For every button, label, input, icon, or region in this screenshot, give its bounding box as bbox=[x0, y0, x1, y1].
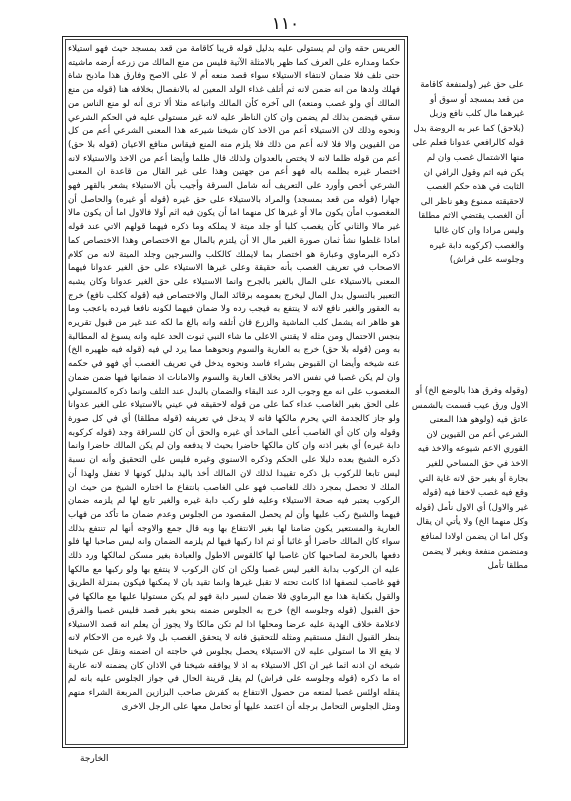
page-number: ١١٠ bbox=[271, 14, 300, 34]
main-text-block bbox=[68, 43, 400, 742]
margin-note-lower-text: (وقوله وفرق هذا بالوضع الخ) أو الاول ورق عيب قسمت بالشمس عاتق فيه (ولوهو هذا المعنى الشرعي أعم من القيوين لان القوري الاعم شيوعه والاخذ فيه الاخذ في حق المساحي للغير بجارة أو بغير حق لانه غاية التي وقع فيه غصب لاخفا فيه (قوله غير والاول) أي الاول نأمل (قوله وكل منهما الخ) ولا يأتي ان يقال وكل اما ان يضمن اولادا لمنافع ومنضمن منفعة وبغير لا يضمن مطلقا تأمل bbox=[411, 386, 528, 572]
margin-note-upper bbox=[412, 78, 524, 303]
catchword: الخارجة bbox=[80, 754, 109, 764]
main-text-paragraph: العريس حقه وان لم يستولى عليه بدليل قوله قريبا كاقامة من قعد بمسجد حيث فهو استيلاء حكما ومداره على العرف كما ظهر بالامثلة الآتية فليس من منع المالك من زرعه أرضه ماشيته حتى تلف فلا ضمان لانتفاء الاستيلاء سواء قصد منعه أم لا على الاصح وفارق هذا ماذبح شاة فهلك ولدها من انه ضمن لانه ثم أتلف غذاء الولد المعين له بالانفصال بخلافه هنا (قوله من منع المالك أي ولو غصب ومنعه) الى آخره كأن المالك واتباعه مثلا ألا ترى أنه لو منع الناس من سقي فيضمن بذلك لم يضمن وان كان الناظر عليه لانه غير مستولى عليه في الحكم الشرعي ونحوه وذلك لان الاستيلاء أعم من الاخذ كان شيخنا شيرعه هذا المعنى الشرعي أعم من كل من القيوين والا فلا لانه أعم من ذلك فلا يلزم منه المنع فيقاس منافع الاعيان (قوله بلا حق) أعم من قوله ظلما لانه لا يختص بالعدوان ولذلك قال ظلما وأيضا أعم من الاخذ والاستيلاء لانه اختصار غيره بظلمه باله فهو أعم من جهتين وهذا على غير القال من قاعدة ان المعنى الشرعي أخص وأورد على التعريف أنه شامل السرقة وأجيب بأن الاستيلاء يشعر بالقهر فهو جهارا (قوله من قعد بمسجد) والمراد بالاستيلاء على حق غيره (قوله أو غيره) والحاصل أن المغصوب امأن يكون مالا أو غيرها كل منهما اما أن يكون فيه اثم أولا فالاول اما أن يكون مالا غير مالا والثاني كأن يغصب كلبا أو جلد ميتة لا يملكه وما ذكره فيهما قولهم الاتي عند قوله اماذا غلطوا نشأ ثمان صورة الغير مال الا أن يلتزم بالمال مع الاختصاص وهذا الاختصاص كما ذكره البرماوي وعبارة هو اختصار بما لايملك كالكلب والسرجين وجلد الميتة لانه من كلام الاصحاب في تعريف الغصب بأنه حقيقة وعلى غيرها الاستيلاء على حق الغير عدوانا فيهما المعنى بالاستيلاء على المال بالغير بالجرح وانما الاستيلاء على حق الغير عدوانا وكان يشبه التعبير بالتسول بدل المال ليخرج بعمومه برقائد المال والاختصاص فيه (قوله ككلب نافع) خرج به العقور والغير نافع لانه لا ينتفع به فيجب رده ولا ضمان فيهما لكونه نافعا فيرده باعجب وما هو ظاهر انه يشمل كلب الماشية والزرع فان أتلفه وانه بالغ ما لكه عند غير من قبول تقريره بنجس الاحتمال ومن مثله لا يقتني الاعلى ما شاء النبي ثبوت الحد عليه وانه يسوغ له المطالبة به ومن (قوله بلا حق) خرج به العارية والسوم ونحوهما مما يرد لي فيه (قوله فيه ظهيره الخ) عنه شيخه وأيضا ان القبوض بشراء فاسد ونحوه يدخل في تعريف الغصب أي فهو في حكمه وان لم يكن غصبا في نفس الامر بخلاف العارية والسوم والامانات اذ ضمانها فيها ضمن ضمان المغصوب على انه مع وجوب الرد عند البقاء والضمان بالبدل عند التلف وانما ذكره كالمستولي على الحق بغير الغاصب عداء كما على من قوله لاحقيقه في عيني بالاستيلاء على الغير عدوانا ولو جاز كالجدمة التي يحرم مالكها فانه لا يدخل في تعريفه (قوله مطلقا) أي في كل صورة وقوله وان كان أي الغاصب أعلى الماخذ أي غيره والحق أن كان للسراقة وجد (قوله كركوبه دابة غيره) أي بغير اذنه وان كان مالكها حاضرا بحيث لا يدفعه وان لم يكن المالك حاضرا وانما ذكره الشيخ بعده دليلا على الحكم وذكره الاسنوي وغيره فليس على التحقيق وأنه ان نسبة ليس تابعا للركوب بل ذكره تقييدا لذلك لان المالك أخذ باليد بدليل كونها لا تغفل ولهذا أن الملك لا تحصل بمجرد ذلك للغاصب فهو على الغاصب بانتفاع ما اختاره الشيخ من حيث ان الركوب يعتبر فيه صحة الاستيلاء وعليه فلو ركب دابة غيره والغير تابع لها لم يلزمه ضمان فيهما والشيخ ركب عليها وأن لم يحصل المقصود من الجلوس وعدم ضمان ما تأكد من فهاب العارية والمستعير يكون ضامنا لها بغير الانتفاع بها وبه قال جمع والاوجه أنها لم تنتفع بذلك سواء كان المالك حاضرا أو غائبا أو ثم اذا ركبها فيها لم يلزمه الضمان وانه ليس صاحبا لها فلو دفعها بالحرمة لصاحبها كان غاصبا لها كالقوس الاطول والعبادة بغير مسكن لمالكها ورد ذلك عليه ان الركوب بدابة الغير ليس غصبا ولكن ان كان الركوب لا ينتفع بها ولو ركبها مع مالكها فهو غاصب لنصفها اذا كانت تحته لا تقبل غيرها وانما تقيد بان لا يمكنها فيكون بمنزلة الطريق والقول بكفاية هذا مع البرماوي فلا ضمان لسير دابة فهو لم يكن مستوليا عليها مع مالكها في حق القبول (قوله وجلوسه الخ) خرج به الجلوس ضمنه بنحو بغير قصد فليس غصبا والفرق لاعلامة خلاف الهدية عليه عرضا ومحلها اذا لم تكن مالكا ولا يجوز أن يعلم انه قصد الاستيلاء بنظر القبول النقل مستقيم ومثله للتحقيق فانه لا يتحقق الغصب بل ولا غيره من الاحكام لانه لا يقع الا ما استولى عليه لان الاستيلاء يحصل بجلوس في حاجته ان اضمنه ونقل عن شيخنا شيخه ان اذنه اثما غير ان اكل الاستيلاء به اذ لا يوافقه شيخنا في الاذان كان يضمنه لانه عارية اه ما ذكره (قوله وجلوسه على فراش) لم يقل قرينة الحال في جواز الجلوس عليه بانه لم ينقله اولئس غصبا لمنعه من حصول الانتفاع به كفرش صاحب البزازين المربعة الشراء منهم ومثل الجلوس التحامل برجله أن اعتمد عليها أو تحامل معها على الرجل الاخرى bbox=[68, 44, 400, 712]
margin-note-upper-text: على حق غير (ولمنفعة كاقامة من قعد بمسجد أو سوق أو غيرهما مال كلب نافع وزبل (بلاحق) كما عبر به الروضة بدل قوله كالرافعي عدوانا فعلم على منها الاشتمال غصب وان لم يكن فيه اثم وقول الرافي ان الثابت في هذه حكم الغصب لاحقيقته ممنوع وهو ناظر الى أن الغصب يقتضي الاثم مطلقا وليس مرادا وان كان غالبا والغصب (كركوبه دابة غيره وجلوسه على فراش) bbox=[412, 80, 524, 266]
margin-note-lower bbox=[410, 384, 528, 584]
